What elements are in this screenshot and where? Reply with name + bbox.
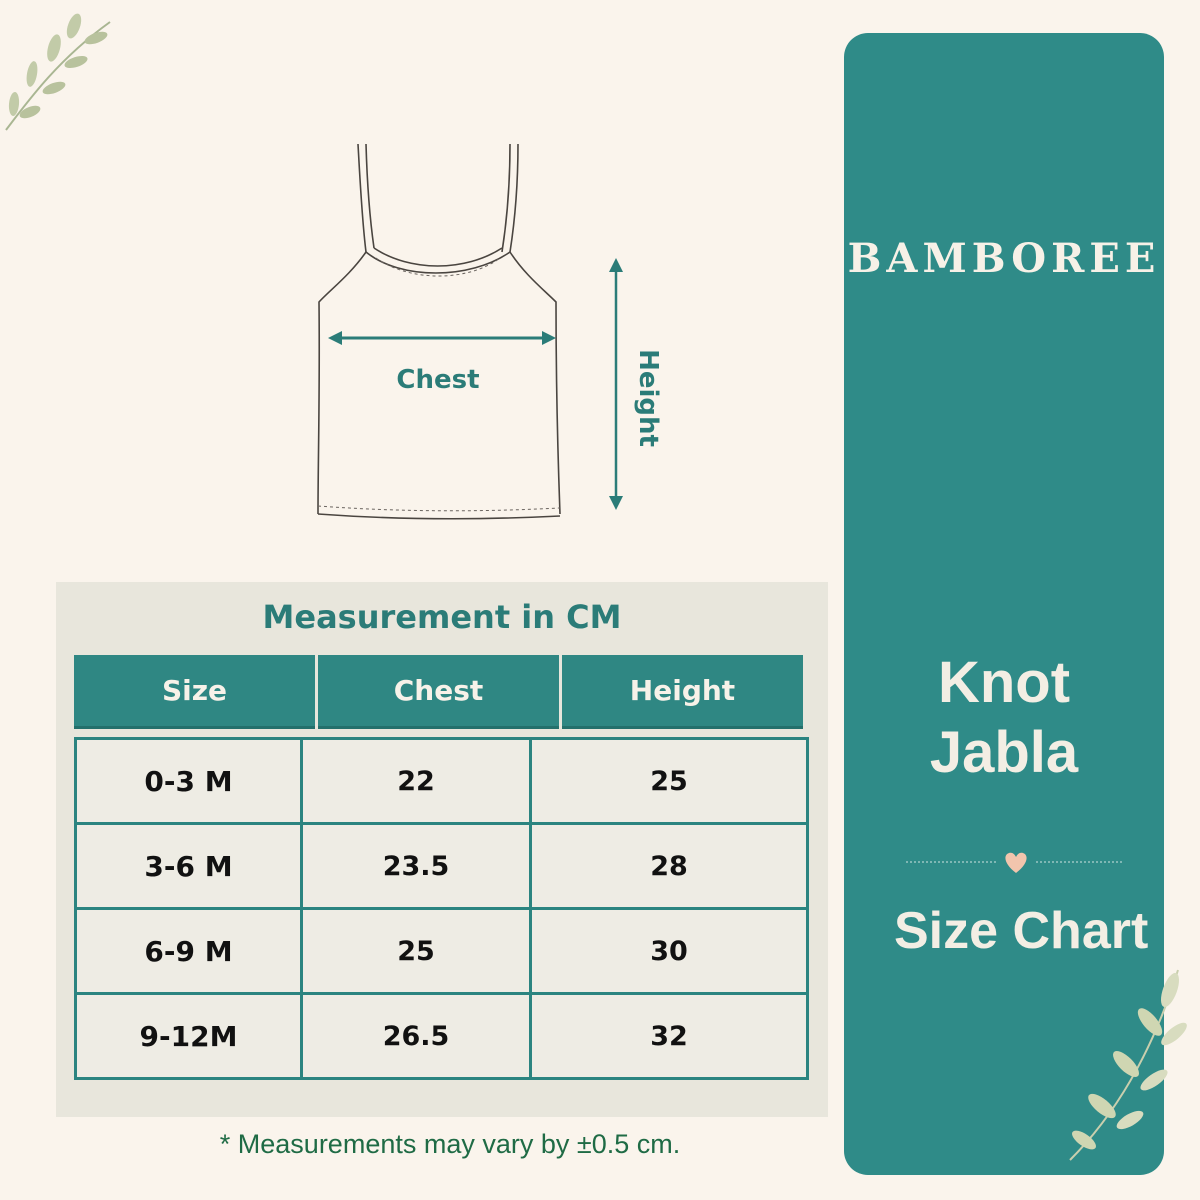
leaf-branch-icon	[0, 8, 120, 138]
heart-divider	[904, 847, 1126, 877]
size-chart-subtitle: Size Chart	[894, 902, 1149, 960]
cell-size: 6-9 M	[76, 909, 302, 994]
cell-height: 30	[531, 909, 808, 994]
cell-size: 9-12M	[76, 994, 302, 1079]
table-row	[76, 909, 808, 994]
chest-label: Chest	[396, 365, 480, 395]
header-chest: Chest	[318, 655, 559, 729]
header-height: Height	[562, 655, 803, 729]
cell-chest: 23.5	[302, 824, 531, 909]
brand-logo: BAMBOREE	[847, 235, 1161, 282]
heart-icon	[1005, 853, 1026, 873]
product-title: Knot Jabla	[929, 650, 1079, 785]
height-label: Height	[633, 349, 663, 447]
measurement-panel	[56, 582, 828, 1117]
cell-height: 28	[531, 824, 808, 909]
size-table	[74, 737, 809, 1080]
table-header-row	[74, 655, 803, 729]
table-row	[76, 739, 808, 824]
table-row	[76, 994, 808, 1079]
cell-chest: 26.5	[302, 994, 531, 1079]
leaf-branch-icon	[1050, 960, 1195, 1165]
header-size: Size	[74, 655, 315, 729]
chest-arrow-icon	[328, 331, 556, 345]
cell-chest: 25	[302, 909, 531, 994]
cell-height: 25	[531, 739, 808, 824]
table-row	[76, 824, 808, 909]
table-title: Measurement in CM	[262, 598, 622, 636]
measurement-note: * Measurements may vary by ±0.5 cm.	[219, 1129, 681, 1159]
cell-height: 32	[531, 994, 808, 1079]
cell-size: 0-3 M	[76, 739, 302, 824]
height-arrow-icon	[609, 258, 623, 510]
cell-size: 3-6 M	[76, 824, 302, 909]
cell-chest: 22	[302, 739, 531, 824]
garment-illustration	[300, 140, 700, 530]
